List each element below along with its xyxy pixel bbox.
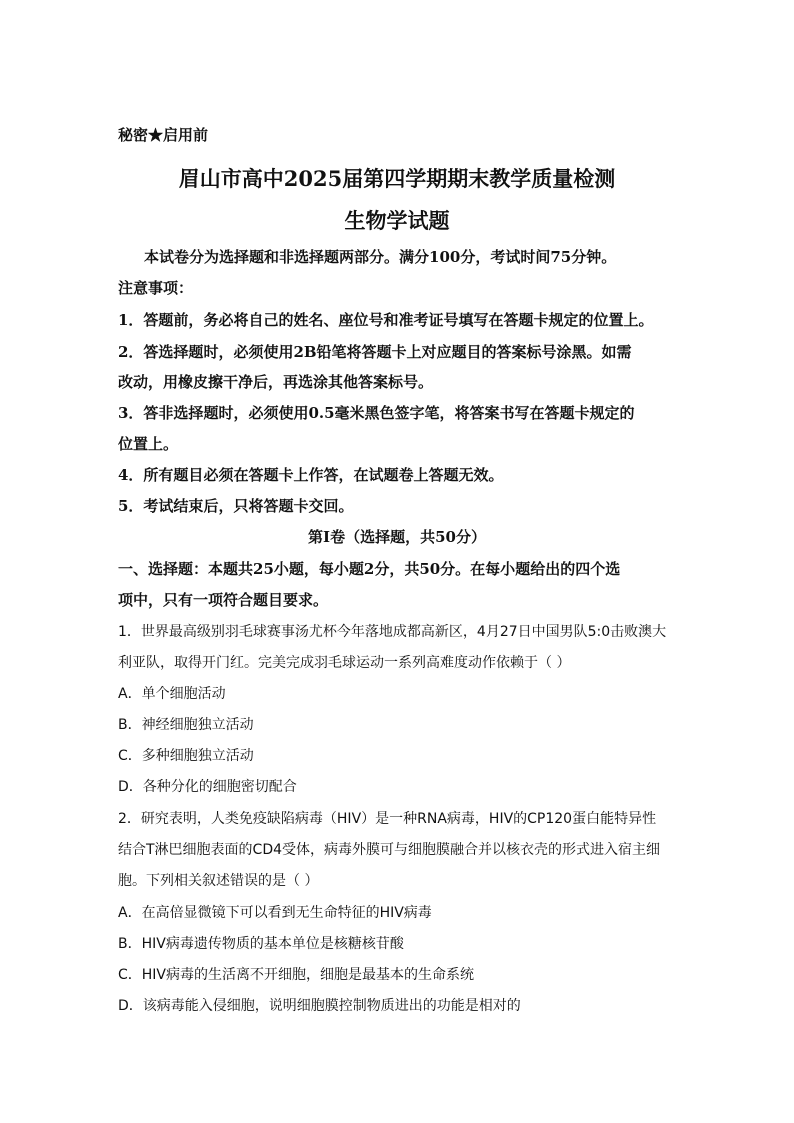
secret-label: 秘密★启用前 (118, 126, 209, 144)
notes-heading: 注意事项： (118, 279, 194, 297)
option-a: A．在高倍显微镜下可以看到无生命特征的HIV病毒 (118, 905, 432, 921)
question-stem: 结合T淋巴细胞表面的CD4受体，病毒外膜可与细胞膜融合并以核衣壳的形式进入宿主细 (118, 842, 661, 858)
question-stem: 利亚队，取得开门红。完美完成羽毛球运动一系列高难度动作依赖于（ ） (118, 655, 571, 671)
note-item: 位置上。 (118, 435, 179, 453)
note-item: 3．答非选择题时，必须使用0.5毫米黑色签字笔，将答案书写在答题卡规定的 (118, 404, 635, 422)
subject-title: 生物学试题 (344, 208, 450, 233)
question-stem: 胞。下列相关叙述错误的是（ ） (118, 873, 319, 889)
option-d: D．该病毒能入侵细胞，说明细胞膜控制物质进出的功能是相对的 (118, 998, 521, 1014)
section-instruction: 项中，只有一项符合题目要求。 (118, 591, 329, 609)
option-b: B．HIV病毒遗传物质的基本单位是核糖核苷酸 (118, 936, 404, 952)
note-item: 1．答题前，务必将自己的姓名、座位号和准考证号填写在答题卡规定的位置上。 (118, 311, 654, 329)
option-c: C．HIV病毒的生活离不开细胞，细胞是最基本的生命系统 (118, 967, 475, 983)
exam-title: 眉山市高中2025届第四学期期末教学质量检测 (178, 166, 616, 191)
intro-text: 本试卷分为选择题和非选择题两部分。满分100分，考试时间75分钟。 (144, 248, 617, 266)
note-item: 2．答选择题时，必须使用2B铅笔将答题卡上对应题目的答案标号涂黑。如需 (118, 343, 632, 361)
section-title: 第I卷（选择题，共50分） (308, 528, 486, 546)
option-d: D．各种分化的细胞密切配合 (118, 779, 297, 795)
question-stem: 1．世界最高级别羽毛球赛事汤尤杯今年落地成都高新区，4月27日中国男队5:0击败澳大 (118, 624, 667, 640)
option-c: C．多种细胞独立活动 (118, 748, 254, 764)
question-stem: 2．研究表明，人类免疫缺陷病毒（HIV）是一种RNA病毒，HIV的CP120蛋白能特异性 (118, 811, 657, 827)
note-item: 改动，用橡皮擦干净后，再选涂其他答案标号。 (118, 373, 434, 391)
note-item: 5．考试结束后，只将答题卡交回。 (118, 497, 354, 515)
note-item: 4．所有题目必须在答题卡上作答，在试题卷上答题无效。 (118, 466, 504, 484)
option-a: A．单个细胞活动 (118, 686, 226, 702)
section-instruction: 一、选择题：本题共25小题，每小题2分，共50分。在每小题给出的四个选 (118, 560, 621, 578)
option-b: B．神经细胞独立活动 (118, 717, 254, 733)
